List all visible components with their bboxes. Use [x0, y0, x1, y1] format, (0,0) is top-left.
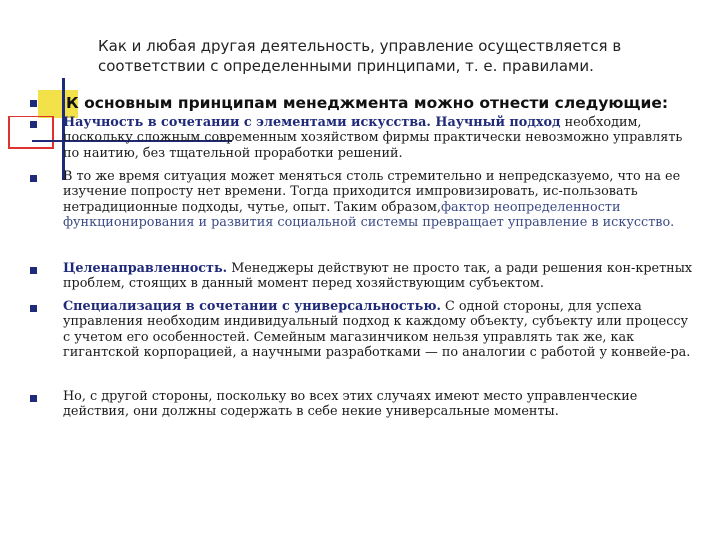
list-item: [63, 389, 695, 420]
item-bold: Целенаправленность.: [63, 261, 228, 276]
slide-title: Как и любая другая деятельность, управление осуществляется в соответствии с определенными принципами, т. е. правилами.: [98, 37, 622, 75]
list-item: [63, 299, 695, 360]
item-text: Но, с другой стороны, поскольку во всех этих случаях имеют место управленческие действия, они должны содержать в себе некие универсальные моменты.: [63, 389, 638, 420]
list-item: [63, 169, 695, 230]
item-text: Менеджеры действуют не просто так, а ради решения кон-кретных проблем, стоящих в данный момент перед хозяйствующим субъектом.: [63, 261, 693, 292]
item-text: В то же время ситуация может меняться столь стремительно и непредсказуемо, что на ее изучение попросту нет времени. Тогда приходится импровизировать, ис-пользовать нетрадиционные подходы, чутье, опыт. Таким образом,: [63, 169, 681, 215]
bullet-icon: [30, 305, 37, 312]
bullet-icon: [30, 121, 37, 128]
list-item: [63, 261, 695, 292]
item-emphasis: фактор неопределенности функционирования и развития социальной системы превращает управление в искусство.: [63, 199, 675, 230]
bullet-icon: [30, 267, 37, 274]
list-item: [63, 115, 695, 161]
item-bold: Научность в сочетании с элементами искусства. Научный подход: [63, 115, 561, 130]
item-text: необходим, поскольку сложным современным хозяйством фирмы практически невозможно управлять по наитию, без тщательной проработки решений.: [63, 115, 683, 161]
bullet-icon: [30, 100, 37, 107]
item-text: С одной стороны, для успеха управления необходим индивидуальный подход к каждому объекту, субъекту или процессу с учетом его особенностей. Семейным магазинчиком нельзя управлять так же, как гигантской корпорацией, а научными разработками — по аналогии с работой у конвейе-ра.: [63, 299, 691, 360]
principles-heading: К основным принципам менеджмента можно отнести следующие:: [66, 94, 669, 112]
bullet-icon: [30, 175, 37, 182]
item-bold: Специализация в сочетании с универсальностью.: [63, 299, 441, 314]
bullet-icon: [30, 395, 37, 402]
